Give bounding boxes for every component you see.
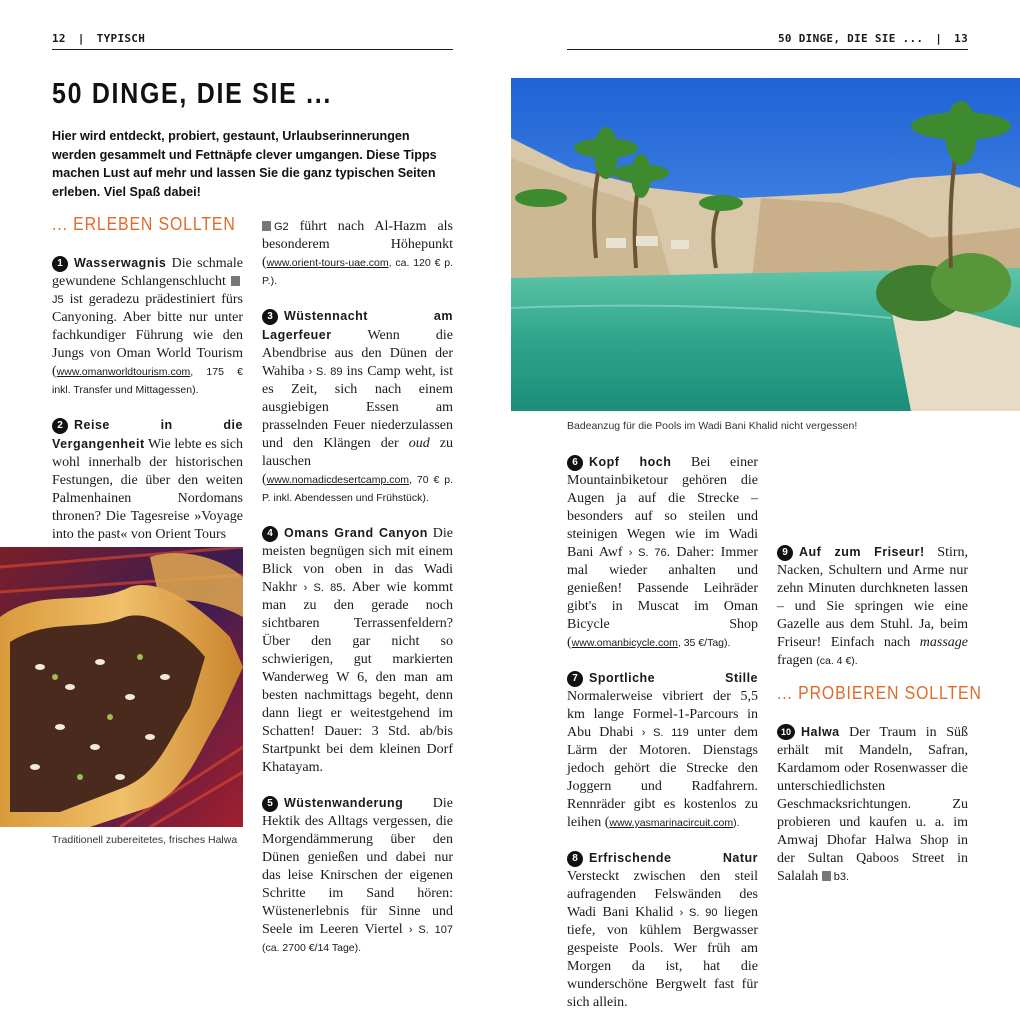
web-link[interactable]: www.orient-tours-uae.com (266, 257, 389, 269)
emphasis: oud (408, 436, 430, 451)
tip-text: liegen tiefe, von kühlem Bergwasser gespeiste Pools. Wer früh am Morgen da ist, hat die wunderschöne Bergwelt fast für sich allein. (567, 905, 758, 1010)
tip-text: Normalerweise vibriert der 5,5 km lange Formel-1-Parcours in Abu Dhabi (567, 689, 758, 740)
tip-heading: Wüstenwanderung (284, 796, 404, 810)
column-4-lower (777, 723, 968, 903)
tip-text: Stirn, Nacken, Schultern und Arme nur zehn Minuten durchkneten lassen – und Sie springen wie eine Gazelle aus dem Stuhl. Ja, beim Friseur! Einfach nach (777, 545, 969, 650)
tip-details: , 175 € inkl. Transfer und Mittagessen). (52, 366, 243, 396)
page-reference: › S. 107 (408, 924, 453, 936)
caption-wadi: Badeanzug für die Pools im Wadi Bani Khalid nicht vergessen! (567, 420, 858, 432)
header-right: 50 DINGE, DIE SIE ... | 13 (777, 32, 968, 45)
running-head-right: 50 DINGE, DIE SIE ... (777, 32, 924, 45)
page-reference: › S. 89 (308, 366, 343, 378)
page-number-right: 13 (954, 32, 968, 45)
tip-number-badge: 6 (567, 455, 583, 471)
map-reference: J5 (52, 294, 64, 306)
tip-details: ). (733, 817, 740, 829)
page-reference: › S. 119 (641, 727, 689, 739)
header-left: 12 | TYPISCH (52, 32, 146, 45)
tip-4 (262, 524, 453, 777)
page-title: 50 DINGE, DIE SIE ... (52, 78, 333, 110)
tip-text: Die Hektik des Alltags vergessen, die Morgendämmerung über den Dünen genießen und dabei nur das leise Knirschen der eigenen Schritte im Sand hören: Wüstenerlebnis für Sinne und Seele im Leeren Viertel (262, 796, 453, 937)
tip-number-badge: 2 (52, 418, 68, 434)
wadi-illustration (511, 78, 1020, 411)
column-2 (262, 218, 453, 974)
tip-details: (ca. 2700 €/14 Tage). (262, 942, 362, 954)
web-link[interactable]: www.omanbicycle.com (571, 637, 678, 649)
tip-number-badge: 9 (777, 545, 793, 561)
tip-details: , 70 € p. P. inkl. Abendessen und Frühstück). (262, 474, 453, 504)
tip-number-badge: 4 (262, 526, 278, 542)
header-rule-left (52, 49, 453, 50)
map-reference: G2 (274, 221, 289, 233)
map-icon (822, 871, 831, 881)
tip-text: . Aber wie kommt man zu den gerade noch sichtbaren Terrassenfeldern? Über den gar nicht so schwierigen, gut markierten Wanderweg W 6, den man am besten nachmittags begeht, denn dann liegt er weitestgehend im Schatten! Dauer: 3 Std. ab/bis Startpunkt bei dem kleinen Dorf Khatayam. (262, 580, 453, 775)
tip-heading: Auf zum Friseur! (799, 545, 925, 559)
tip-text: Versteckt zwischen den steil aufragenden Felswänden des Wadi Bani Khalid (567, 869, 758, 920)
header-rule-right (567, 49, 968, 50)
tip-details: , ca. 120 € p. P.). (262, 257, 453, 287)
tip-8 (567, 849, 758, 1012)
web-link[interactable]: www.nomadicdesertcamp.com (266, 474, 410, 486)
tip-heading: Wüstennacht am Lagerfeuer (262, 309, 453, 342)
tip-6 (567, 453, 758, 652)
tip-details: , 35 €/Tag). (677, 637, 731, 649)
tip-number-badge: 5 (262, 796, 278, 812)
tip-details: (ca. 4 €). (816, 655, 858, 667)
tip-heading: Erfrischende Natur (589, 851, 758, 865)
tip-number-badge: 1 (52, 256, 68, 272)
tip-10 (777, 723, 968, 886)
tip-2-continued (262, 218, 453, 290)
tip-number-badge: 3 (262, 309, 278, 325)
halwa-illustration (0, 547, 243, 827)
tip-3 (262, 307, 453, 507)
page-reference: › S. 85 (303, 582, 343, 594)
tip-text: Die meisten begnügen sich mit einem Blick von oben in das Wadi Nakhr (262, 526, 453, 595)
tip-heading: Sportliche Stille (589, 671, 758, 685)
tip-text: zu lauschen ( (262, 436, 453, 487)
intro-text: Hier wird entdeckt, probiert, gestaunt, Urlaubserinnerungen werden gesammelt und Fettnäpfe clever umgangen. Diese Tipps machen Lust auf mehr und lassen Sie die ganz typischen Seiten erleben. Viel Spaß dabei! (52, 129, 437, 199)
tip-number-badge: 8 (567, 851, 583, 867)
tip-5 (262, 794, 453, 957)
tip-heading: Reise in die Vergangenheit (52, 418, 243, 451)
tip-text: Bei einer Mountainbiketour gehören die Augen ja auf die Strecke – besonders auf so steilen und steinigen Wegen wie im Wadi Bani Awf (567, 455, 758, 560)
tip-text: fragen (777, 653, 817, 668)
tip-text: Die schmale gewundene Schlangenschlucht (52, 256, 243, 289)
tip-number-badge: 7 (567, 671, 583, 687)
tip-9 (777, 543, 968, 670)
tip-2 (52, 416, 243, 544)
column-1 (52, 254, 243, 561)
web-link[interactable]: www.omanworldtourism.com (56, 366, 191, 378)
tip-text: ist geradezu prädestiniert fürs Canyoning. Aber bitte nur unter fachkundiger Führung wie den Jungs von Oman World Tourism ( (52, 292, 243, 379)
page-number-left: 12 (52, 32, 66, 45)
tip-heading: Halwa (801, 725, 840, 739)
tip-text: . Daher: Immer mal wieder anhalten und genießen! Passende Leihräder gibt's in Muscat im Oman Bicycle Shop ( (567, 545, 758, 650)
web-link[interactable]: www.yasmarinacircuit.com (609, 817, 734, 829)
map-icon (262, 221, 271, 231)
halwa-photo (0, 547, 243, 827)
tip-1 (52, 254, 243, 399)
wadi-photo (511, 78, 1020, 411)
tip-heading: Kopf hoch (589, 455, 672, 469)
tip-text: Wenn die Abendbrise aus den Dünen der Wahiba (262, 328, 453, 379)
column-3 (567, 453, 758, 1029)
tip-text: führt nach Al-Hazm als besonderem Höhepunkt ( (262, 219, 453, 270)
section-heading-probieren: ... PROBIEREN SOLLTEN (777, 683, 982, 703)
page-reference: › S. 90 (679, 907, 718, 919)
map-icon (231, 276, 240, 286)
emphasis: massage (919, 635, 968, 650)
tip-7 (567, 669, 758, 832)
map-reference: b3. (833, 871, 850, 883)
tip-heading: Omans Grand Canyon (284, 526, 428, 540)
column-4 (777, 543, 968, 687)
running-head-left: TYPISCH (96, 32, 146, 45)
page-reference: › S. 76 (628, 547, 667, 559)
section-heading-erleben: ... ERLEBEN SOLLTEN (52, 214, 236, 234)
tip-text: ins Camp weht, ist es Zeit, sich nach einem ausgiebigen Essen am prasselnden Feuer niederzulassen und den Klängen der (262, 364, 453, 451)
tip-heading: Wasserwagnis (74, 256, 167, 270)
caption-halwa: Traditionell zubereitetes, frisches Halwa (52, 834, 238, 846)
tip-number-badge: 10 (777, 724, 795, 740)
tip-text: unter dem Lärm der Motoren. Dienstags jedoch gehört die Strecke den Joggern und Radfahrern. Rennräder gibt es kostenlos zu leihen ( (567, 725, 758, 830)
tip-text: Wie lebte es sich wohl innerhalb der historischen Festungen, die über den weiten Palmenhainen Nordomans thronen? Die Tagesreise »Voyage into the past« von Orient Tours (52, 437, 243, 542)
tip-text: Der Traum in Süß erhält mit Mandeln, Safran, Kardamom oder Rosenwasser die unterschiedlichsten Geschmacksrichtungen. Zu probieren und kaufen u. a. im Amwaj Dhofar Halwa Shop in der Sultan Qaboos Street in Salalah (777, 725, 968, 884)
